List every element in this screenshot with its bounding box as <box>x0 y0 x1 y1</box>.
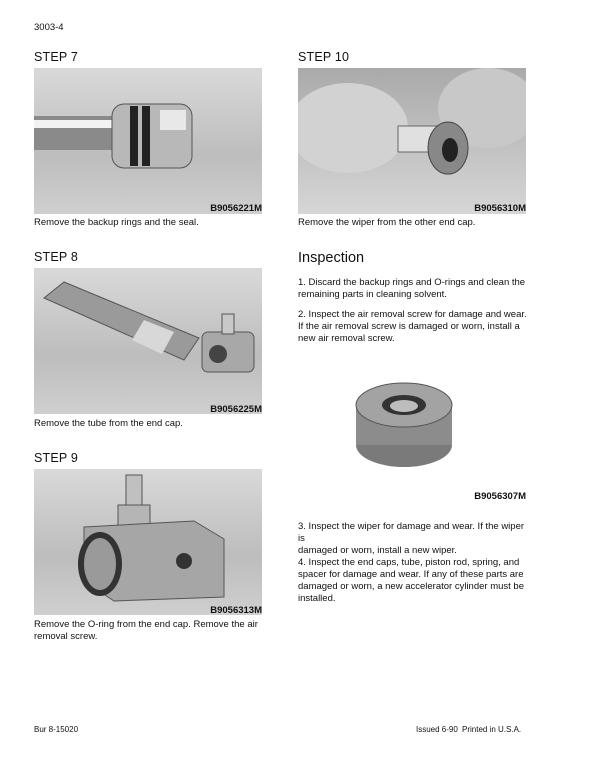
step9-caption-line1: Remove the O-ring from the end cap. Remove the air <box>34 619 258 630</box>
step10-photo <box>298 68 526 214</box>
wiper-figure-id: B9056307M <box>474 491 526 502</box>
inspection-p1-line1: 1. Discard the backup rings and O-rings and clean the <box>298 277 526 288</box>
inspection-p3-line1: 3. Inspect the wiper for damage and wear. If the wiper is <box>298 521 525 544</box>
step7-figure-id: B9056221M <box>210 203 262 214</box>
tube-and-end-cap-image <box>34 268 262 414</box>
inspection-p1-line2: remaining parts in cleaning solvent. <box>298 289 447 300</box>
step10-figure-id: B9056310M <box>474 203 526 214</box>
step9-photo <box>34 469 262 615</box>
step7-caption: Remove the backup rings and the seal. <box>34 217 199 228</box>
step9-caption-line2: removal screw. <box>34 631 98 642</box>
footer-issued: Issued 6-90 <box>416 725 458 734</box>
end-cap-with-screw-image <box>34 469 262 615</box>
inspection-paragraph-4 <box>298 557 528 605</box>
inspection-paragraph-2 <box>298 309 528 345</box>
inspection-p3-line2: damaged or worn, install a new wiper. <box>298 545 457 556</box>
footer-document-number: Bur 8-15020 <box>34 725 79 734</box>
inspection-p2-line2: If the air removal screw is damaged or worn, install a <box>298 321 520 332</box>
step8-title: STEP 8 <box>34 250 79 264</box>
step8-figure-id: B9056225M <box>210 404 262 415</box>
step7-title: STEP 7 <box>34 50 79 64</box>
step8-photo <box>34 268 262 414</box>
step10-caption: Remove the wiper from the other end cap. <box>298 217 476 228</box>
step9-title: STEP 9 <box>34 451 79 465</box>
inspection-p2-line1: 2. Inspect the air removal screw for damage and wear. <box>298 309 527 320</box>
inspection-p2-line3: new air removal screw. <box>298 333 395 344</box>
page-number: 3003-4 <box>34 22 64 33</box>
footer-printed: Printed in U.S.A. <box>462 725 522 734</box>
step10-title: STEP 10 <box>298 50 350 64</box>
inspection-heading: Inspection <box>298 250 365 266</box>
hands-removing-wiper-image <box>298 68 526 214</box>
step9-figure-id: B9056313M <box>210 605 262 616</box>
inspection-p4-line3: damaged or worn, a new accelerator cylinder must be <box>298 581 525 592</box>
inspection-paragraph-3 <box>298 521 528 557</box>
wiper-photo <box>298 353 526 487</box>
inspection-p4-line2: spacer for damage and wear. If any of these parts are <box>298 569 524 580</box>
inspection-paragraph-1 <box>298 277 528 301</box>
wiper-image <box>298 353 526 487</box>
step8-caption: Remove the tube from the end cap. <box>34 418 183 429</box>
step7-photo <box>34 68 262 214</box>
cylinder-rod-image <box>34 68 262 214</box>
inspection-p4-line1: 4. Inspect the end caps, tube, piston rod, spring, and <box>298 557 520 568</box>
inspection-p4-line4: installed. <box>298 593 336 604</box>
